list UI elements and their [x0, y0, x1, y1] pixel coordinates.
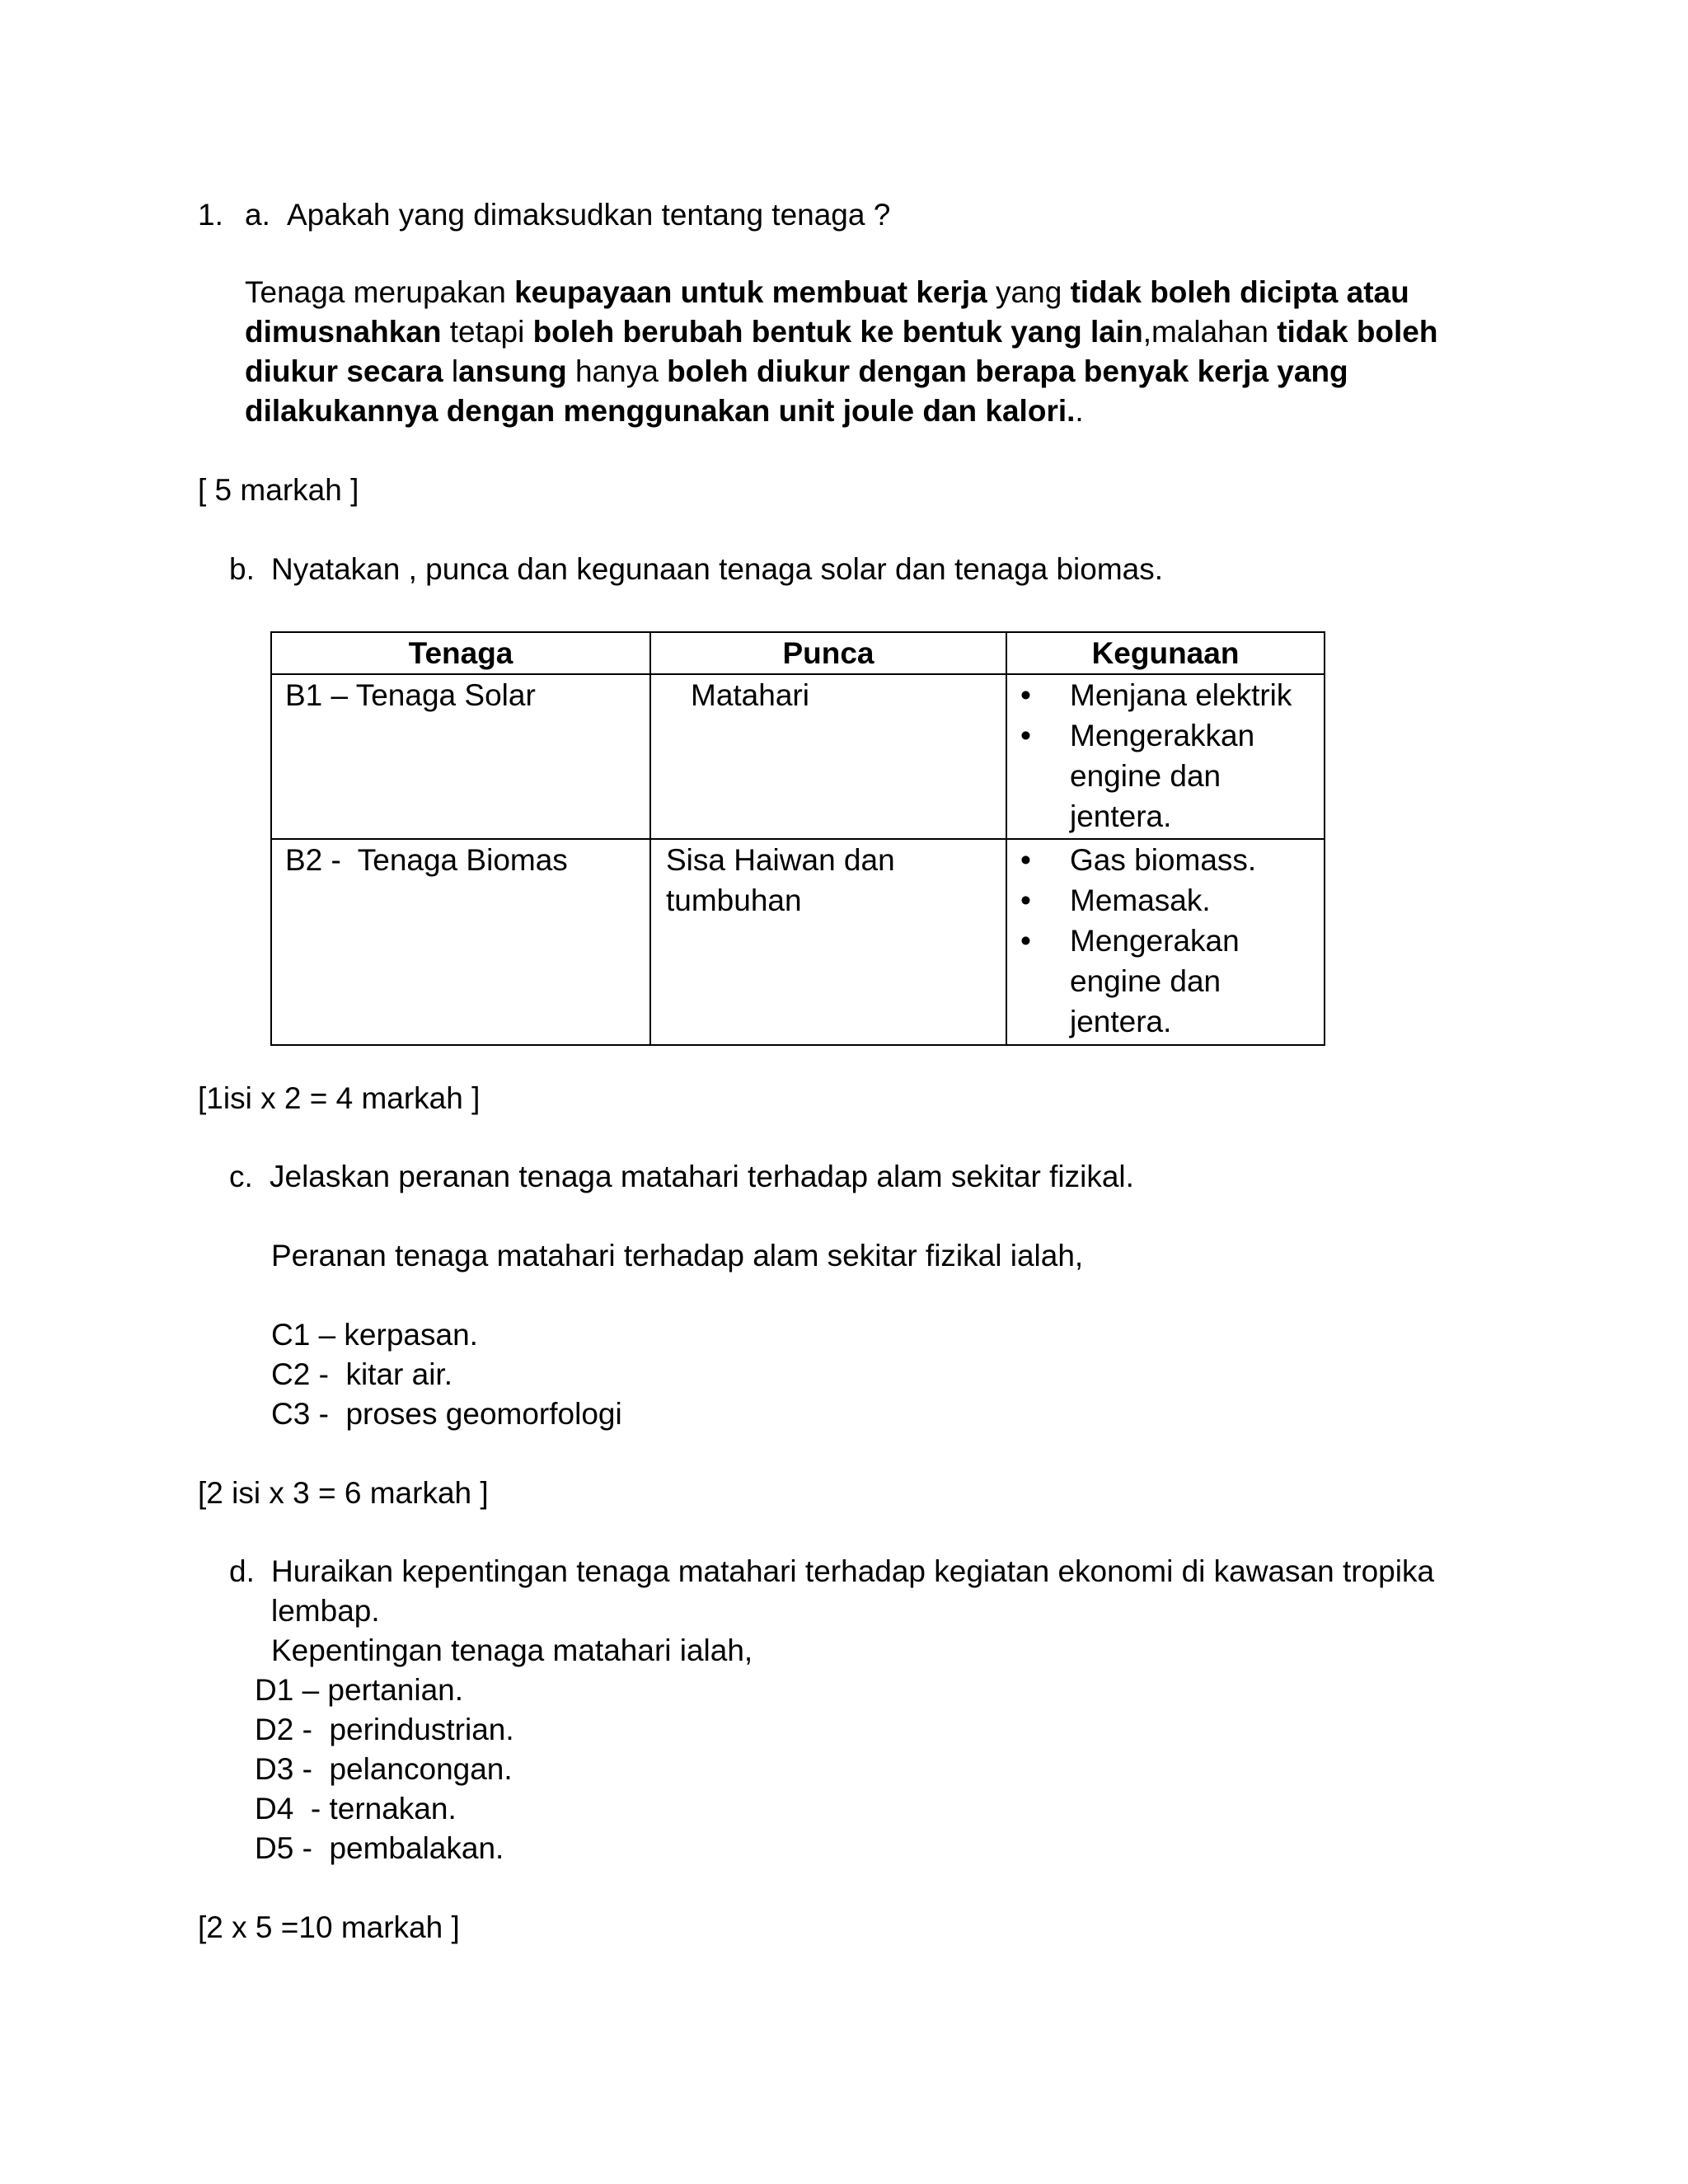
- answer-text: .: [1075, 394, 1084, 428]
- marks-b: [1isi x 2 = 4 markah ]: [198, 1081, 481, 1115]
- answer-key-phrase: boleh diukur dengan berapa benyak kerja yang: [667, 354, 1348, 388]
- answer-key-phrase: keupayaan untuk membuat kerja: [514, 275, 987, 309]
- table-header: Kegunaan: [1006, 632, 1325, 674]
- answer-key-phrase: dilakukannya dengan menggunakan unit joule dan kalori.: [245, 394, 1076, 428]
- part-d-question-line-2: lembap.: [271, 1594, 380, 1628]
- answer-key-phrase: boleh berubah bentuk ke bentuk yang lain: [532, 315, 1143, 349]
- table-header: Punca: [650, 632, 1006, 674]
- marks-a: [ 5 markah ]: [198, 473, 359, 507]
- list-item: • Mengerakkan engine dan jentera.: [1007, 715, 1324, 837]
- answer-text: yang: [987, 275, 1071, 309]
- list-item: C3 - proses geomorfologi: [271, 1397, 622, 1431]
- energy-table: [270, 631, 1325, 1046]
- answer-text: tetapi: [441, 315, 533, 349]
- list-item: • Mengerakan engine dan jentera.: [1007, 921, 1324, 1042]
- punca-text: Sisa Haiwan dan tumbuhan: [666, 843, 895, 917]
- answer-a-line-1: [245, 273, 1409, 312]
- table-cell-kegunaan: [1006, 839, 1325, 1045]
- list-item: D1 – pertanian.: [255, 1673, 464, 1707]
- answer-text: l: [451, 354, 459, 388]
- list-item: C1 – kerpasan.: [271, 1318, 478, 1352]
- answer-key-phrase: dimusnahkan: [245, 315, 442, 349]
- part-c-question: Jelaskan peranan tenaga matahari terhadap alam sekitar fizikal.: [270, 1160, 1134, 1193]
- part-b-label: b.: [229, 552, 255, 586]
- answer-a-line-3: [245, 352, 1348, 391]
- list-item: D2 - perindustrian.: [255, 1713, 514, 1746]
- table-cell-punca: [650, 839, 1006, 1045]
- table-cell-kegunaan: [1006, 674, 1325, 839]
- answer-a-line-2: [245, 312, 1438, 352]
- answer-text: ,malahan: [1142, 315, 1278, 349]
- table-cell-punca: Matahari: [650, 674, 1006, 839]
- part-c-label: c.: [229, 1160, 253, 1193]
- answer-key-phrase: ansung: [458, 354, 567, 388]
- part-a-label: a.: [245, 198, 270, 232]
- part-d-intro: Kepentingan tenaga matahari ialah,: [271, 1633, 753, 1667]
- table-cell-tenaga: B1 – Tenaga Solar: [271, 674, 650, 839]
- answer-key-phrase: tidak boleh dicipta atau: [1070, 275, 1409, 309]
- table-row: [271, 839, 1325, 1045]
- part-a-question: Apakah yang dimaksudkan tentang tenaga ?: [287, 198, 891, 232]
- list-item: D4 - ternakan.: [255, 1792, 457, 1825]
- part-c-intro: Peranan tenaga matahari terhadap alam sekitar fizikal ialah,: [271, 1239, 1084, 1272]
- table-cell-tenaga: B2 - Tenaga Biomas: [271, 839, 650, 1045]
- kegunaan-list: [1007, 840, 1324, 1042]
- table-header: Tenaga: [271, 632, 650, 674]
- list-item: • Gas biomass.: [1007, 840, 1324, 880]
- answer-text: hanya: [566, 354, 668, 388]
- answer-key-phrase: tidak boleh: [1277, 315, 1438, 349]
- answer-text: Tenaga merupakan: [245, 275, 515, 309]
- table-row: [271, 674, 1325, 839]
- marks-d: [2 x 5 =10 markah ]: [198, 1910, 460, 1944]
- part-b-question: Nyatakan , punca dan kegunaan tenaga solar dan tenaga biomas.: [271, 552, 1164, 586]
- list-item: • Menjana elektrik: [1007, 675, 1324, 715]
- list-item: D3 - pelancongan.: [255, 1752, 513, 1786]
- list-item: D5 - pembalakan.: [255, 1831, 504, 1865]
- answer-a-line-4: [245, 391, 1084, 431]
- part-d-label: d.: [229, 1554, 255, 1588]
- list-item: C2 - kitar air.: [271, 1357, 452, 1391]
- part-d-question-line-1: Huraikan kepentingan tenaga matahari terhadap kegiatan ekonomi di kawasan tropika: [271, 1554, 1435, 1588]
- list-item: • Memasak.: [1007, 880, 1324, 921]
- marks-c: [2 isi x 3 = 6 markah ]: [198, 1476, 489, 1510]
- answer-key-phrase: diukur secara: [245, 354, 452, 388]
- kegunaan-list: [1007, 675, 1324, 837]
- question-number: 1.: [198, 198, 223, 232]
- table-header-row: [271, 632, 1325, 674]
